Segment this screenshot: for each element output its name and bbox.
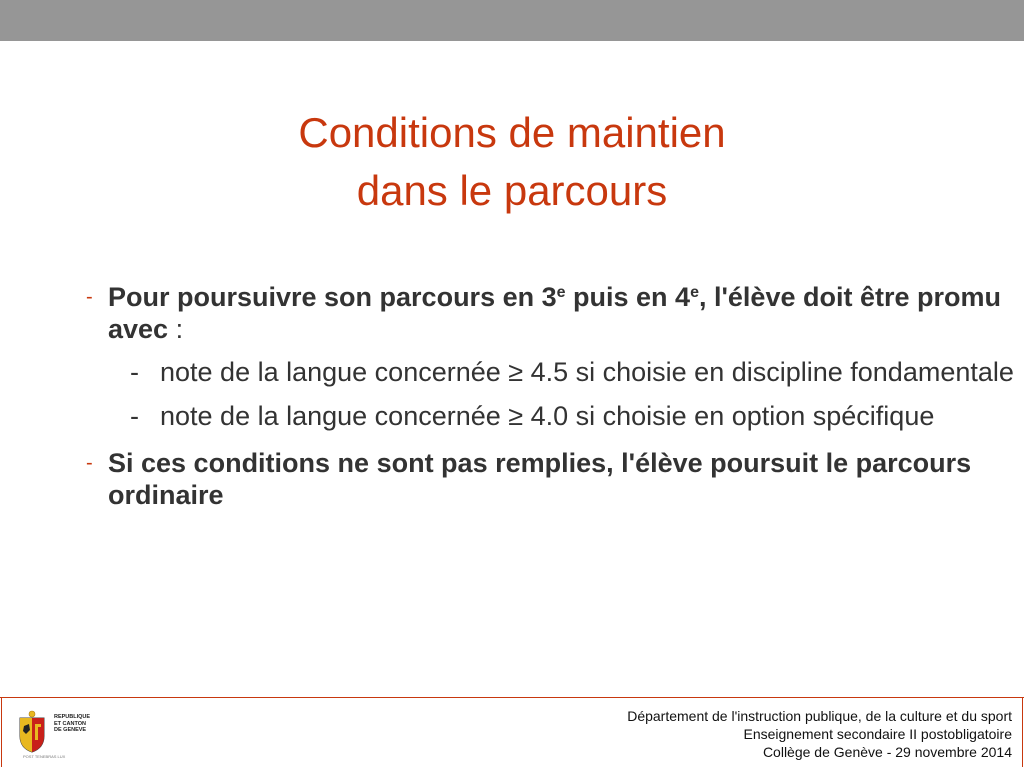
bullet-dash: -	[86, 286, 93, 308]
logo-text	[54, 714, 90, 734]
bullet-1-part1: Pour poursuivre son parcours en 3	[108, 282, 557, 312]
sub-dash: -	[130, 357, 139, 387]
title-line-2: dans le parcours	[356, 167, 668, 214]
logo-line-3: DE GENEVE	[54, 727, 87, 733]
sub-item-2-text: note de la langue concernée ≥ 4.0 si choisie en option spécifique	[160, 401, 935, 431]
title-line-1: Conditions de maintien	[298, 109, 726, 156]
footer-line-1: Département de l'instruction publique, de la culture et du sport	[627, 708, 1012, 724]
bullet-1-part2: puis en 4	[565, 282, 691, 312]
slide-content	[86, 281, 1016, 511]
sub-dash: -	[130, 401, 139, 431]
bullet-1-sup2: e	[690, 284, 699, 301]
sub-item-2	[130, 398, 1016, 435]
slide-title	[0, 104, 1024, 220]
bullet-1-sup1: e	[556, 284, 566, 301]
logo-line-2: ET CANTON	[54, 720, 86, 727]
bullet-1	[86, 281, 1016, 435]
geneva-logo	[14, 710, 94, 760]
sub-list	[130, 354, 1016, 435]
geneva-crest-icon	[14, 710, 50, 754]
logo-line-1: REPUBLIQUE	[54, 714, 91, 720]
footer-line-2: Enseignement secondaire II postobligatoire	[743, 726, 1012, 742]
footer	[0, 697, 1024, 769]
bullet-1-text	[108, 282, 1001, 344]
footer-text	[627, 707, 1012, 761]
sub-item-1	[130, 354, 1016, 391]
top-bar	[0, 0, 1024, 41]
bullet-2-text: Si ces conditions ne sont pas remplies, l'élève poursuit le parcours ordinaire	[108, 448, 972, 510]
bullet-dash: -	[86, 452, 93, 474]
footer-line-3: Collège de Genève - 29 novembre 2014	[762, 744, 1012, 760]
sub-item-1-text: note de la langue concernée ≥ 4.5 si choisie en discipline fondamentale	[160, 357, 1014, 387]
bullet-1-part3: , l'élève doit être promu avec	[108, 282, 1001, 344]
bullet-1-tail: :	[168, 314, 184, 344]
bullet-2	[86, 447, 1016, 511]
logo-motto: POST TENEBRAS LUX	[23, 754, 66, 759]
